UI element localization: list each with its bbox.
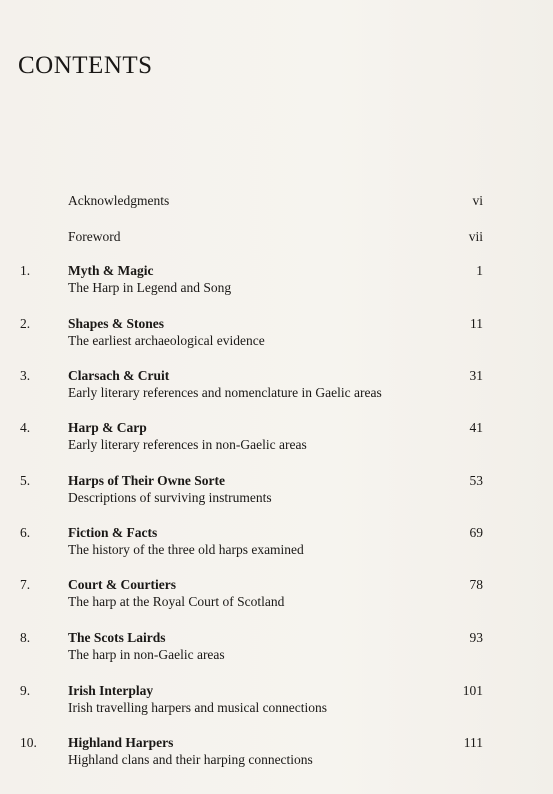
chapter-subtitle: The history of the three old harps examined	[68, 542, 304, 557]
chapter-title: Fiction & Facts	[68, 525, 158, 540]
entry-page-number: 78	[469, 577, 483, 592]
entry-page-number: vi	[472, 193, 483, 208]
entry-page-number: 101	[462, 683, 483, 698]
chapter-number: 2.	[20, 316, 31, 331]
entry-title: Acknowledgments	[68, 193, 170, 208]
entry-page-number: 1	[476, 263, 483, 278]
entry-page-number: 11	[470, 316, 483, 331]
chapter-subtitle: The earliest archaeological evidence	[68, 333, 265, 348]
chapter-number: 5.	[20, 473, 31, 488]
chapter-subtitle: Irish travelling harpers and musical connections	[68, 700, 328, 715]
entry-page-number: vii	[468, 229, 483, 244]
chapter-subtitle: Early literary references and nomenclature in Gaelic areas	[68, 385, 382, 400]
chapter-number: 9.	[20, 683, 31, 698]
chapter-subtitle: Early literary references in non-Gaelic areas	[68, 437, 307, 452]
entry-page-number: 69	[469, 525, 483, 540]
chapter-subtitle: Highland clans and their harping connections	[68, 752, 313, 767]
chapter-number: 6.	[20, 525, 31, 540]
entry-title: Foreword	[68, 229, 121, 244]
chapter-title: The Scots Lairds	[68, 630, 166, 645]
entry-page-number: 93	[469, 630, 483, 645]
chapter-title: Clarsach & Cruit	[68, 368, 170, 383]
chapter-subtitle: The harp in non-Gaelic areas	[68, 647, 225, 662]
chapter-title: Harps of Their Owne Sorte	[68, 473, 225, 488]
chapter-title: Irish Interplay	[68, 683, 154, 698]
entry-page-number: 53	[469, 473, 483, 488]
entry-page-number: 111	[463, 735, 483, 750]
chapter-number: 1.	[20, 263, 31, 278]
entry-page-number: 41	[469, 420, 483, 435]
chapter-subtitle: Descriptions of surviving instruments	[68, 490, 272, 505]
chapter-title: Harp & Carp	[68, 420, 147, 435]
chapter-number: 7.	[20, 577, 31, 592]
chapter-title: Myth & Magic	[68, 263, 154, 278]
chapter-number: 4.	[20, 420, 31, 435]
chapter-subtitle: The harp at the Royal Court of Scotland	[68, 594, 285, 609]
chapter-number: 3.	[20, 368, 31, 383]
chapter-title: Court & Courtiers	[68, 577, 176, 592]
chapter-subtitle: The Harp in Legend and Song	[68, 280, 232, 295]
chapter-number: 8.	[20, 630, 31, 645]
entry-page-number: 31	[469, 368, 483, 383]
chapter-title: Highland Harpers	[68, 735, 174, 750]
chapter-title: Shapes & Stones	[68, 316, 165, 331]
chapter-number: 10.	[20, 735, 37, 750]
page-title: CONTENTS	[18, 52, 153, 79]
